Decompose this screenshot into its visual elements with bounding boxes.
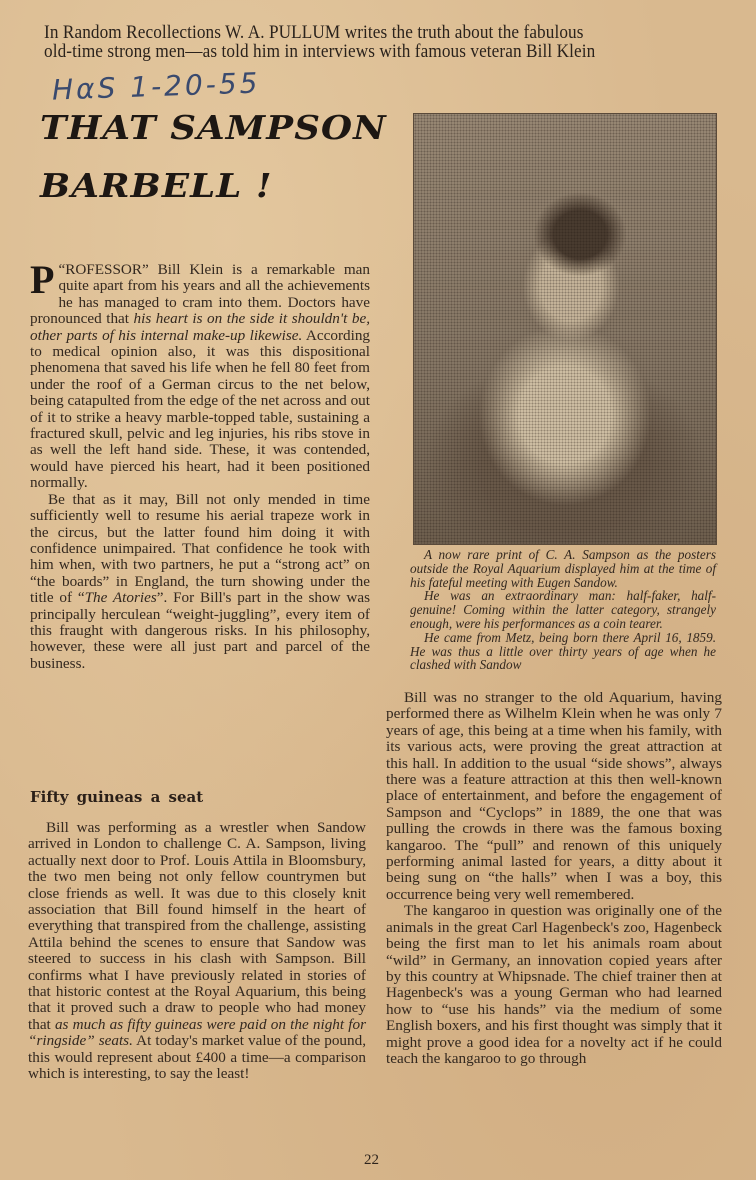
section-subhead: Fifty guineas a seat bbox=[30, 788, 204, 806]
right-column bbox=[386, 690, 722, 1067]
photo-caption bbox=[410, 548, 716, 672]
s2-text-a: Bill was performing as a wrestler when Sandow arrived in London to challenge C. A. Sampson, living actually next door to Prof. Louis Attila in Bloomsbury, the two men being not only fellow countrymen but close friends as well. It was due to this closely knit association that Bill found himself in the heart of everything that transpired from the challenge, assisting Attila behind the scenes to ensure that Sandow was steered to success in his clash with Sampson. Bill confirms what I have previously related in stories of that historic contest at the Royal Aquarium, this being that it proved such a draw to people who had money that bbox=[28, 819, 366, 1033]
p2-text-italic: The Atories bbox=[84, 589, 157, 607]
page-number: 22 bbox=[364, 1152, 379, 1168]
paragraph-be-that-as-it-may bbox=[30, 492, 370, 672]
caption-p2: He was an extraordinary man: half-faker, half-genuine! Coming within the latter category, strangely enough, were his performances as a coin tearer. bbox=[410, 588, 716, 631]
dropcap-quote: “ bbox=[58, 261, 66, 278]
caption-p1: A now rare print of C. A. Sampson as the posters outside the Royal Aquarium displayed him at the time of his fateful meeting with Eugen Sandow. bbox=[410, 547, 716, 590]
p2-text-b: ”. For Bill's part in the show was principally herculean “weight-juggling”, every item of this fraught with dangerous risks. In his philosophy, however, these were all just part and parcel of the business. bbox=[30, 589, 370, 672]
left-column-intro bbox=[30, 257, 371, 672]
s2-text-b: At today's market value of the pound, this would represent about £400 a time—a comparison which is interesting, to say the least! bbox=[28, 1032, 366, 1083]
p2-text-a: Be that as it may, Bill not only mended in time sufficiently well to resume his aerial trapeze work in the circus, but the latter found him doing it with confidence unimpaired. That confidence he took with him when, with two partners, he put a “strong act” on “the boards” in England, the turn showing under the title of “ bbox=[30, 490, 370, 607]
intro-text-a: ROFESSOR” Bill Klein is a remarkable man quite apart from his years and all the achievements he has managed to cram into them. Doctors have pronounced that bbox=[30, 261, 370, 328]
sampson-portrait-photo bbox=[413, 113, 717, 545]
s2-text-italic: as much as fifty guineas were paid on the night for “ringside” seats. bbox=[28, 1015, 366, 1050]
dropcap: P bbox=[30, 257, 55, 302]
intro-text-italic: his heart is on the side it shouldn't be, other parts of his internal make-up likewise. bbox=[30, 310, 370, 344]
caption-p3 bbox=[410, 631, 716, 672]
headline-line-1: THAT SAMPSON bbox=[40, 108, 387, 147]
paragraph-aquarium: Bill was no stranger to the old Aquarium, having performed there as Wilhelm Klein when he was only 7 years of age, this being at a time when his family, with its various acts, were proving the great attraction at this hall. In addition to the usual “side shows”, always there was a feature attraction at this then well-known place of entertainment, and before the engagement of Sampson and “Cyclops” in 1889, the one that was pulling the crowds in there was the famous boxing kangaroo. The “pull” and renown of this uniquely performing animal lasted for years, a ditty about it being sung on “the halls” when I was a boy, this occurrence being very well remembered. bbox=[386, 689, 722, 903]
intro-text-b: According to medical opinion also, it was this dispositional phenomena that saved his life when he fell 80 feet from under the roof of a German circus to the net below, being catapulted from the edge of the net across and out of it to strike a heavy marble-topped table, sustaining a fractured skull, pelvic and leg injuries, his ribs stove in as well the left hand side. These, it was contended, would have pierced his heart, had it been positioned normally. bbox=[30, 326, 371, 492]
paragraph-kangaroo: The kangaroo in question was originally one of the animals in the great Carl Hagenbeck's zoo, Hagenbeck being the first man to let his animals roam about “wild” in Germany, an innovation copied years after by this country at Whipsnade. The chief trainer then at Hagenbeck's was a young German who had learned how to “use his hands” via the medium of some English boxers, and his first thought was simply that it might prove a good idea for a novelty act if he could teach the kangaroo to go through bbox=[386, 902, 722, 1067]
standfirst bbox=[44, 24, 695, 62]
left-column-section-2 bbox=[28, 820, 366, 1083]
paragraph-sandow-challenge bbox=[28, 820, 366, 1083]
standfirst-line-1: In Random Recollections W. A. PULLUM writes the truth about the fabulous bbox=[44, 23, 584, 43]
standfirst-line-2: old-time strong men—as told him in interviews with famous veteran Bill Klein bbox=[44, 42, 596, 62]
intro-paragraph bbox=[30, 257, 371, 492]
caption-p3-a: He came from Metz, being born there April 16, 1859. bbox=[424, 629, 716, 645]
headline-line-2: BARBELL ! bbox=[40, 166, 273, 205]
caption-p3-b: He was thus a little over thirty years of age when he clashed with Sandow bbox=[410, 643, 716, 673]
handwritten-date-note: HαS 1-20-55 bbox=[51, 66, 261, 107]
